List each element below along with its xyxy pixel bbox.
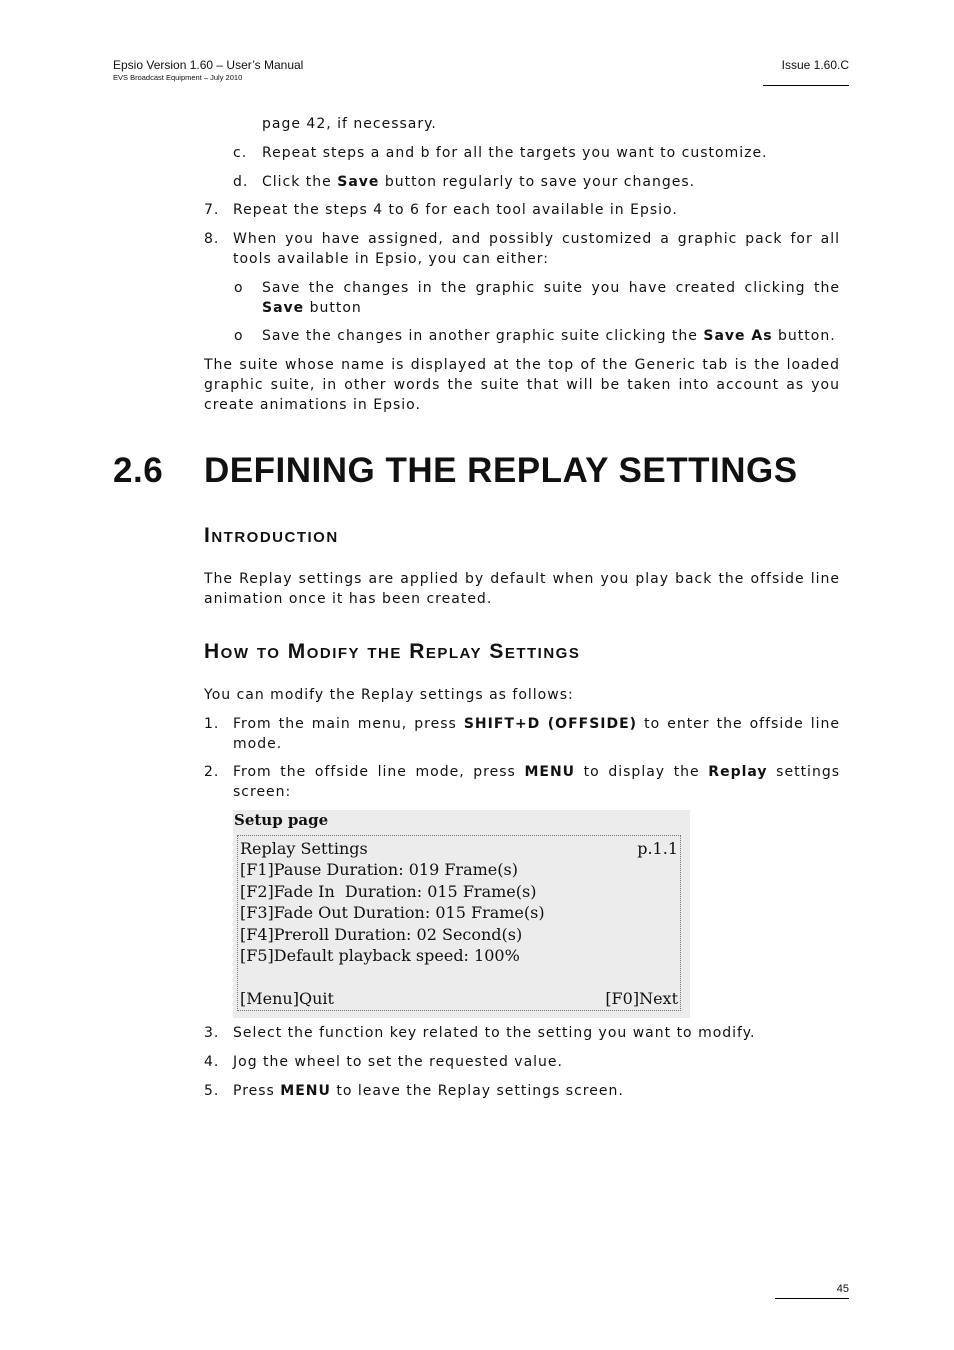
setup-screen-title: Setup page [234, 811, 329, 829]
text-run: to leave the Replay settings screen. [330, 1083, 624, 1099]
paragraph-lead: You can modify the Replay settings as follows: [204, 687, 574, 703]
subheading-howto: How to Modify the Replay Settings [204, 640, 581, 663]
step-text: Jog the wheel to set the requested value. [233, 1054, 563, 1070]
screen-line: [F3]Fade Out Duration: 015 Frame(s) [240, 903, 545, 922]
page-header [113, 58, 303, 83]
bold-term: MENU [280, 1083, 331, 1099]
text-run: Press [233, 1083, 281, 1099]
list-marker: d. [233, 174, 249, 190]
bold-term: Save As [703, 328, 773, 344]
step-text [233, 714, 840, 754]
paragraph-introduction: The Replay settings are applied by default when you play back the offside line animation once it has been created. [204, 571, 840, 607]
screen-page-ref: p.1.1 [637, 839, 678, 858]
text-run: Click the [262, 174, 338, 190]
text-run: Save the changes in another graphic suite clicking the [262, 328, 704, 344]
text-run: settings screen: [233, 764, 840, 800]
screen-line: [F5]Default playback speed: 100% [240, 946, 520, 965]
screen-line: [F1]Pause Duration: 019 Frame(s) [240, 860, 518, 879]
document-subtitle: EVS Broadcast Equipment – July 2010 [113, 73, 243, 82]
bold-term: Save [262, 300, 305, 316]
screen-line: Replay Settings [240, 839, 368, 858]
screen-line: [F4]Preroll Duration: 02 Second(s) [240, 925, 523, 944]
bold-term: SHIFT+D (OFFSIDE) [463, 716, 638, 732]
step-marker: 5. [204, 1083, 220, 1099]
bullet-marker: o [234, 280, 244, 296]
list-continuation: page 42, if necessary. [262, 116, 437, 132]
bullet-text [262, 326, 836, 346]
subheading-introduction: Introduction [204, 524, 339, 547]
text-run: to enter the offside line mode. [233, 716, 841, 752]
text-run: button regularly to save your changes. [379, 174, 696, 190]
list-text: Repeat steps a and b for all the targets you want to customize. [262, 145, 768, 161]
setup-screen-box [237, 835, 681, 1011]
document-title: Epsio Version 1.60 – User’s Manual [113, 58, 304, 72]
bold-term: Replay [708, 764, 768, 780]
step-marker: 2. [204, 764, 220, 780]
text-run: Save the changes in the graphic suite you have created clicking the [262, 280, 840, 296]
screen-line: [F2]Fade In Duration: 015 Frame(s) [240, 882, 537, 901]
step-text: Select the function key related to the setting you want to modify. [233, 1025, 756, 1041]
section-title: DEFINING THE REPLAY SETTINGS [204, 451, 798, 490]
bold-term: Save [337, 174, 380, 190]
bold-term: MENU [524, 764, 576, 780]
list-marker: 7. [204, 202, 220, 218]
bullet-marker: o [234, 328, 244, 344]
text-run: button. [772, 328, 836, 344]
text-run: From the offside line mode, press [233, 764, 525, 780]
text-run: From the main menu, press [233, 716, 464, 732]
step-text [233, 1081, 624, 1101]
text-run: button [304, 300, 362, 316]
step-marker: 4. [204, 1054, 220, 1070]
step-text [233, 762, 840, 802]
screen-quit: [Menu]Quit [240, 989, 334, 1008]
page-number: 45 [775, 1282, 849, 1299]
section-number: 2.6 [113, 451, 164, 490]
bullet-text [262, 278, 840, 318]
list-text: Repeat the steps 4 to 6 for each tool available in Epsio. [233, 202, 678, 218]
step-marker: 1. [204, 716, 220, 732]
paragraph-loaded-suite: The suite whose name is displayed at the top of the Generic tab is the loaded graphic suite, in other words the suite that will be taken into account as you create animations in Epsio. [204, 357, 840, 413]
screen-next: [F0]Next [605, 989, 678, 1008]
step-marker: 3. [204, 1025, 220, 1041]
list-text: When you have assigned, and possibly customized a graphic pack for all tools available in Epsio, you can either: [233, 231, 840, 267]
setup-screen-image [233, 810, 690, 1018]
issue-label: Issue 1.60.C [763, 58, 849, 86]
list-marker: 8. [204, 231, 220, 247]
list-text [262, 172, 695, 192]
text-run: to display the [575, 764, 709, 780]
list-marker: c. [233, 145, 248, 161]
